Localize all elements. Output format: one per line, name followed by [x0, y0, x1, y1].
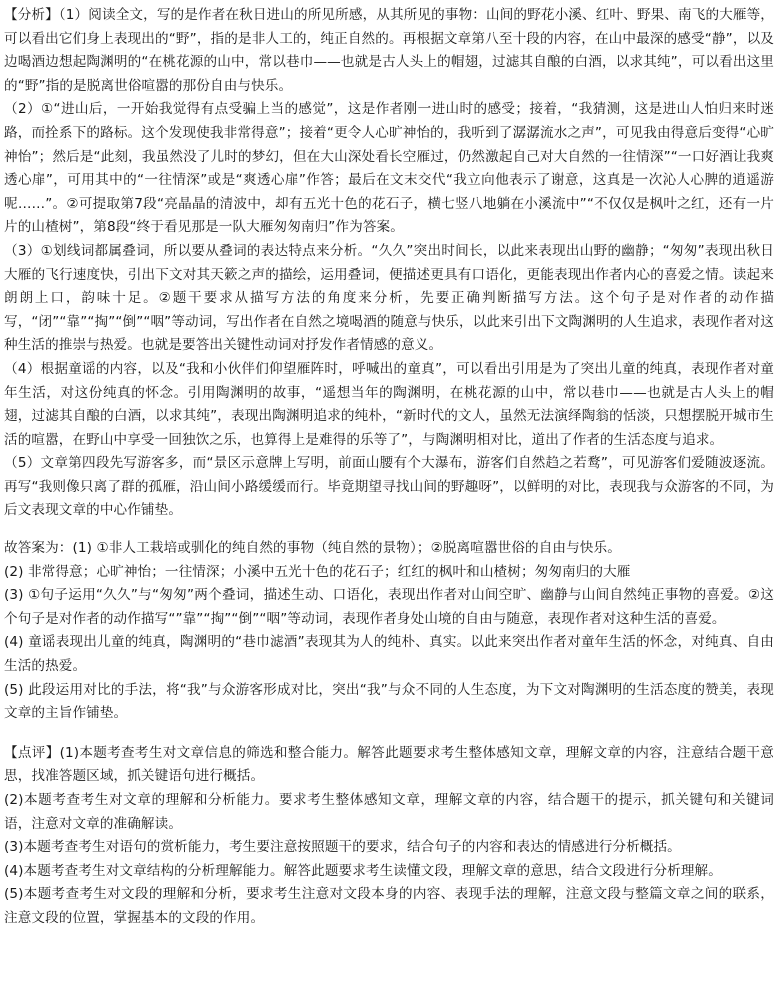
section-spacer: [4, 726, 774, 742]
answer-line-2: (2) 非常得意；心旷神怡；一往情深；小溪中五光十色的花石子；红红的枫叶和山楂树；匆匆南归的大雁: [4, 563, 631, 580]
answer-line-3: (3) ①句子运用“久久”与“匆匆”两个叠词，描述生动、口语化，表现出作者对山间空旷、幽静与山间自然纯正事物的喜爱。②这个句子是对作者的动作描写“”靠”“掏”“倒”“咽”等动词，表现作者身处山境的自由与随意，表现作者对这种生活的喜爱。: [4, 587, 774, 627]
analysis-part-5: （5）文章第四段先写游客多，而“景区示意牌上写明，前面山腰有个大瀑布，游客们自然趋之若鹜”，可见游客们爱随波逐流。再写“我则像只离了群的孤雁，沿山间小路缓缓而行。毕竟期望寻找山间的野趣呀”，以鲜明的对比，表现我与众游客的不同，为后文表现文章的中心作铺垫。: [4, 455, 774, 519]
review-section: [4, 742, 774, 931]
analysis-part-3: （3）①划线词都属叠词，所以要从叠词的表达特点来分析。“久久”突出时间长，以此来表现出山野的幽静；“匆匆”表现出秋日大雁的飞行速度快，引出下文对其天簌之声的描绘，运用叠词，便描述更具有口语化，更能表现出作者内心的喜爱之情。读起来朗朗上口，韵味十足。②题干要求从描写方法的角度来分析，先要正确判断描写方法。这个句子是对作者的动作描写，“闭”“靠”“掏”“倒”“咽”等动词，写出作者在自然之境喝酒的随意与快乐，以此来引出下文陶渊明的人生追求，表现作者对这种生活的推崇与热爱。也就是要答出关键性动词对抒发作者情感的意义。: [4, 242, 774, 354]
answer-line-5: (5) 此段运用对比的手法，将“我”与众游客形成对比，突出“我”与众不同的人生态度，为下文对陶渊明的生活态度的赞美，表现文章的主旨作铺垫。: [4, 681, 774, 722]
review-item-1: 【点评】(1)本题考查考生对文章信息的筛选和整合能力。解答此题要求考生整体感知文章，理解文章的内容，注意结合题干意思，找准答题区域，抓关键语句进行概括。: [4, 744, 774, 785]
review-item-5: (5)本题考查考生对文段的理解和分析，要求考生注意对文段本身的内容、表现手法的理解，注意文段与整篇文章之间的联系，注意文段的位置，掌握基本的文段的作用。: [4, 886, 774, 926]
review-item-2: (2)本题考查考生对文章的理解和分析能力。要求考生整体感知文章，理解文章的内容，结合题干的提示，抓关键句和关键词语，注意对文章的准确解读。: [4, 792, 774, 832]
review-item-3: (3)本题考查考生对语句的赏析能力，考生要注意按照题干的要求，结合句子的内容和表达的情感进行分析概括。: [4, 839, 681, 856]
section-spacer: [4, 523, 774, 537]
answer-line-4: (4) 童谣表现出儿童的纯真，陶渊明的“巷巾滤酒”表现其为人的纯朴、真实。以此来突出作者对童年生活的怀念，对纯真、自由生活的热爱。: [4, 634, 774, 675]
analysis-part-2: （2）①“进山后，一开始我觉得有点受骗上当的感觉”，这是作者刚一进山时的感受；接着，“我猜测，这是进山人怕归来时迷路，而拴系下的路标。这个发现使我非常得意”；接着“更令人心旷神怡的，我听到了潺潺流水之声”，可见我由得意后变得“心旷神怡”；然后是“此刻，我虽然没了儿时的梦幻，但在大山深处看长空雁过，仍然激起自己对大自然的一往情深”“一口好酒让我爽透心扉”，可用其中的“一往情深”或是“爽透心扉”作答；最后在文末交代“我立向他表示了谢意，这真是一次沁人心脾的逍遥游呢……”。②可提取第7段“亮晶晶的清波中，却有五光十色的花石子，横七竖八地躺在小溪流中”“不仅仅是枫叶之红，还有一片片的山楂树”，第8段“终于看见那是一队大雁匆匆南归”作为答案。: [4, 101, 774, 236]
answer-section: [4, 537, 774, 726]
analysis-section: [4, 4, 774, 523]
analysis-part-4: （4）根据童谣的内容，以及“我和小伙伴们仰望雁阵时，呼喊出的童真”，可以看出引用是为了突出儿童的纯真，表现作者对童年生活，对这份纯真的怀念。引用陶渊明的故事，“遥想当年的陶渊明，在桃花源的山中，常以巷巾——也就是古人头上的帽翅，过滤其自酿的白酒，以求其纯”，表现出陶渊明追求的纯朴，“新时代的文人，虽然无法演绎陶翁的恬淡，只想摆脱开城市生活的喧嚣，在野山中享受一回独饮之乐，也算得上是难得的乐等了”，与陶渊明相对比，道出了作者的生活态度与追求。: [4, 360, 774, 448]
answer-line-1: 故答案为：(1) ①非人工栽培或驯化的纯自然的事物（纯自然的景物）；②脱离喧嚣世俗的自由与快乐。: [4, 540, 621, 557]
analysis-part-1: 【分析】（1）阅读全文，写的是作者在秋日进山的所见所感，从其所见的事物：山间的野花小溪、红叶、野果、南飞的大雁等，可以看出它们身上表现出的“野”，指的是非人工的，纯正自然的。再根据文章第八至十段的内容，在山中最深的感受“静”，以及边喝酒边想起陶渊明的“在桃花源的山中，常以巷巾——也就是古人头上的帽翅，过滤其自酿的白酒，以求其纯”，可以看出这里的“野”指的是脱离世俗喧嚣的那份自由与快乐。: [4, 7, 774, 94]
review-item-4: (4)本题考查考生对文章结构的分析理解能力。解答此题要求考生读懂文段，理解文章的意思，结合文段进行分析理解。: [4, 862, 722, 879]
